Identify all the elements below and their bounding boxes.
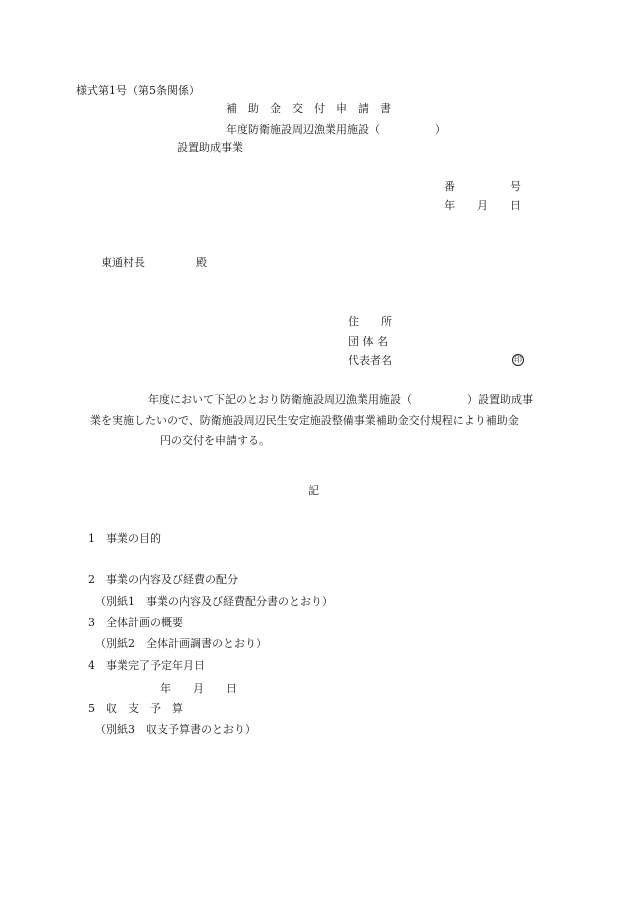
item-5-note: （別紙3 収支予算書のとおり） xyxy=(95,723,256,736)
item-5: 5 収 支 予 算 xyxy=(88,702,183,715)
addressee-honorific: 殿 xyxy=(196,256,207,269)
item-2-note: （別紙1 事業の内容及び経費配分書のとおり） xyxy=(95,595,333,608)
item-4: 4 事業完了予定年月日 xyxy=(88,659,205,672)
applicant-rep-label: 代表者名 xyxy=(348,354,392,367)
addressee-name: 東通村長 xyxy=(101,256,145,269)
document-date: 年 月 日 xyxy=(444,199,521,212)
body-line-3: 円の交付を申請する。 xyxy=(160,434,270,447)
subtitle-line-2: 設置助成事業 xyxy=(177,141,243,154)
document-title: 補 助 金 交 付 申 請 書 xyxy=(226,102,391,115)
item-4-date: 年 月 日 xyxy=(160,682,237,695)
item-3: 3 全体計画の概要 xyxy=(88,616,183,629)
ki-heading: 記 xyxy=(308,484,319,497)
item-3-note: （別紙2 全体計画調書のとおり） xyxy=(95,637,267,650)
applicant-org-label: 団 体 名 xyxy=(348,335,388,348)
body-line-2: 業を実施したいので、防衛施設周辺民生安定施設整備事業補助金交付規程により補助金 xyxy=(90,414,519,427)
applicant-address-label: 住 所 xyxy=(348,315,392,328)
item-1: 1 事業の目的 xyxy=(88,532,161,545)
form-number: 様式第1号（第5条関係） xyxy=(76,84,200,97)
document-number: 番 号 xyxy=(444,180,521,193)
item-2: 2 事業の内容及び経費の配分 xyxy=(88,573,238,586)
subtitle-line-1: 年度防衛施設周辺漁業用施設（ ） xyxy=(226,123,446,136)
seal-icon: 印 xyxy=(514,355,522,364)
body-line-1: 年度において下記のとおり防衛施設周辺漁業用施設（ ）設置助成事 xyxy=(148,393,533,406)
